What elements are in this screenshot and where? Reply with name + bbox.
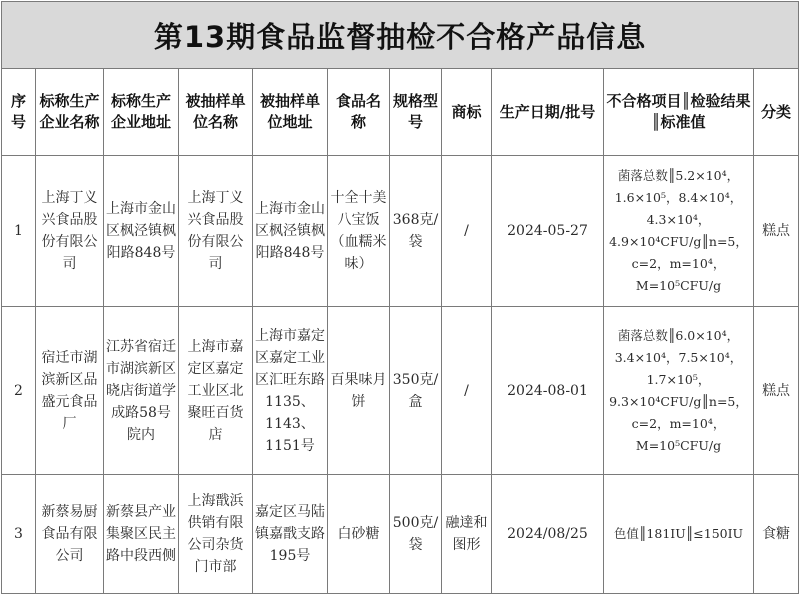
cell-sampled-address: 上海市金山区枫泾镇枫阳路848号 [253, 156, 328, 307]
cell-brand: 融達和图形 [442, 475, 492, 594]
header-seq: 序号 [2, 69, 36, 156]
cell-producer: 新蔡易厨食品有限公司 [36, 475, 104, 594]
cell-sampled-address: 嘉定区马陆镇嘉戬支路195号 [253, 475, 328, 594]
cell-brand: / [442, 156, 492, 307]
cell-sampled-address: 上海市嘉定区嘉定工业区汇旺东路1135、1143、1151号 [253, 307, 328, 475]
cell-category: 糕点 [754, 156, 799, 307]
header-row [2, 69, 799, 156]
cell-producer: 宿迁市湖滨新区品盛元食品厂 [36, 307, 104, 475]
cell-producer-address: 上海市金山区枫泾镇枫阳路848号 [104, 156, 179, 307]
cell-producer: 上海丁义兴食品股份有限公司 [36, 156, 104, 307]
cell-category: 糕点 [754, 307, 799, 475]
header-brand: 商标 [442, 69, 492, 156]
header-sampled-unit: 被抽样单位名称 [179, 69, 253, 156]
cell-producer-address: 新蔡县产业集聚区民主路中段西侧 [104, 475, 179, 594]
header-spec: 规格型号 [390, 69, 442, 156]
header-date: 生产日期/批号 [492, 69, 604, 156]
header-category: 分类 [754, 69, 799, 156]
cell-spec: 368克/袋 [390, 156, 442, 307]
cell-food: 十全十美八宝饭（血糯米味） [328, 156, 390, 307]
header-producer: 标称生产企业名称 [36, 69, 104, 156]
cell-date: 2024-05-27 [492, 156, 604, 307]
page-title: 第13期食品监督抽检不合格产品信息 [2, 2, 799, 69]
header-food: 食品名称 [328, 69, 390, 156]
table-row [2, 156, 799, 307]
cell-date: 2024/08/25 [492, 475, 604, 594]
cell-seq: 3 [2, 475, 36, 594]
table-row [2, 307, 799, 475]
cell-seq: 2 [2, 307, 36, 475]
header-sampled-address: 被抽样单位地址 [253, 69, 328, 156]
cell-category: 食糖 [754, 475, 799, 594]
cell-spec: 350克/盒 [390, 307, 442, 475]
table-row [2, 475, 799, 594]
cell-food: 百果味月饼 [328, 307, 390, 475]
cell-spec: 500克/袋 [390, 475, 442, 594]
cell-seq: 1 [2, 156, 36, 307]
cell-result: 菌落总数║5.2×10⁴，1.6×10⁵，8.4×10⁴，4.3×10⁴，4.9×10⁴CFU/g║n=5，c=2，m=10⁴，M=10⁵CFU/g [604, 156, 754, 307]
cell-producer-address: 江苏省宿迁市湖滨新区晓店街道学成路58号院内 [104, 307, 179, 475]
cell-date: 2024-08-01 [492, 307, 604, 475]
header-producer-address: 标称生产企业地址 [104, 69, 179, 156]
page [1, 1, 799, 591]
cell-sampled-unit: 上海市嘉定区嘉定工业区北聚旺百货店 [179, 307, 253, 475]
inspection-table [1, 1, 799, 594]
header-result: 不合格项目║检验结果║标准值 [604, 69, 754, 156]
cell-brand: / [442, 307, 492, 475]
cell-result: 色值║181IU║≤150IU [604, 475, 754, 594]
cell-sampled-unit: 上海戬浜供销有限公司杂货门市部 [179, 475, 253, 594]
cell-food: 白砂糖 [328, 475, 390, 594]
cell-result: 菌落总数║6.0×10⁴，3.4×10⁴，7.5×10⁴，1.7×10⁵，9.3×10⁴CFU/g║n=5，c=2，m=10⁴，M=10⁵CFU/g [604, 307, 754, 475]
cell-sampled-unit: 上海丁义兴食品股份有限公司 [179, 156, 253, 307]
